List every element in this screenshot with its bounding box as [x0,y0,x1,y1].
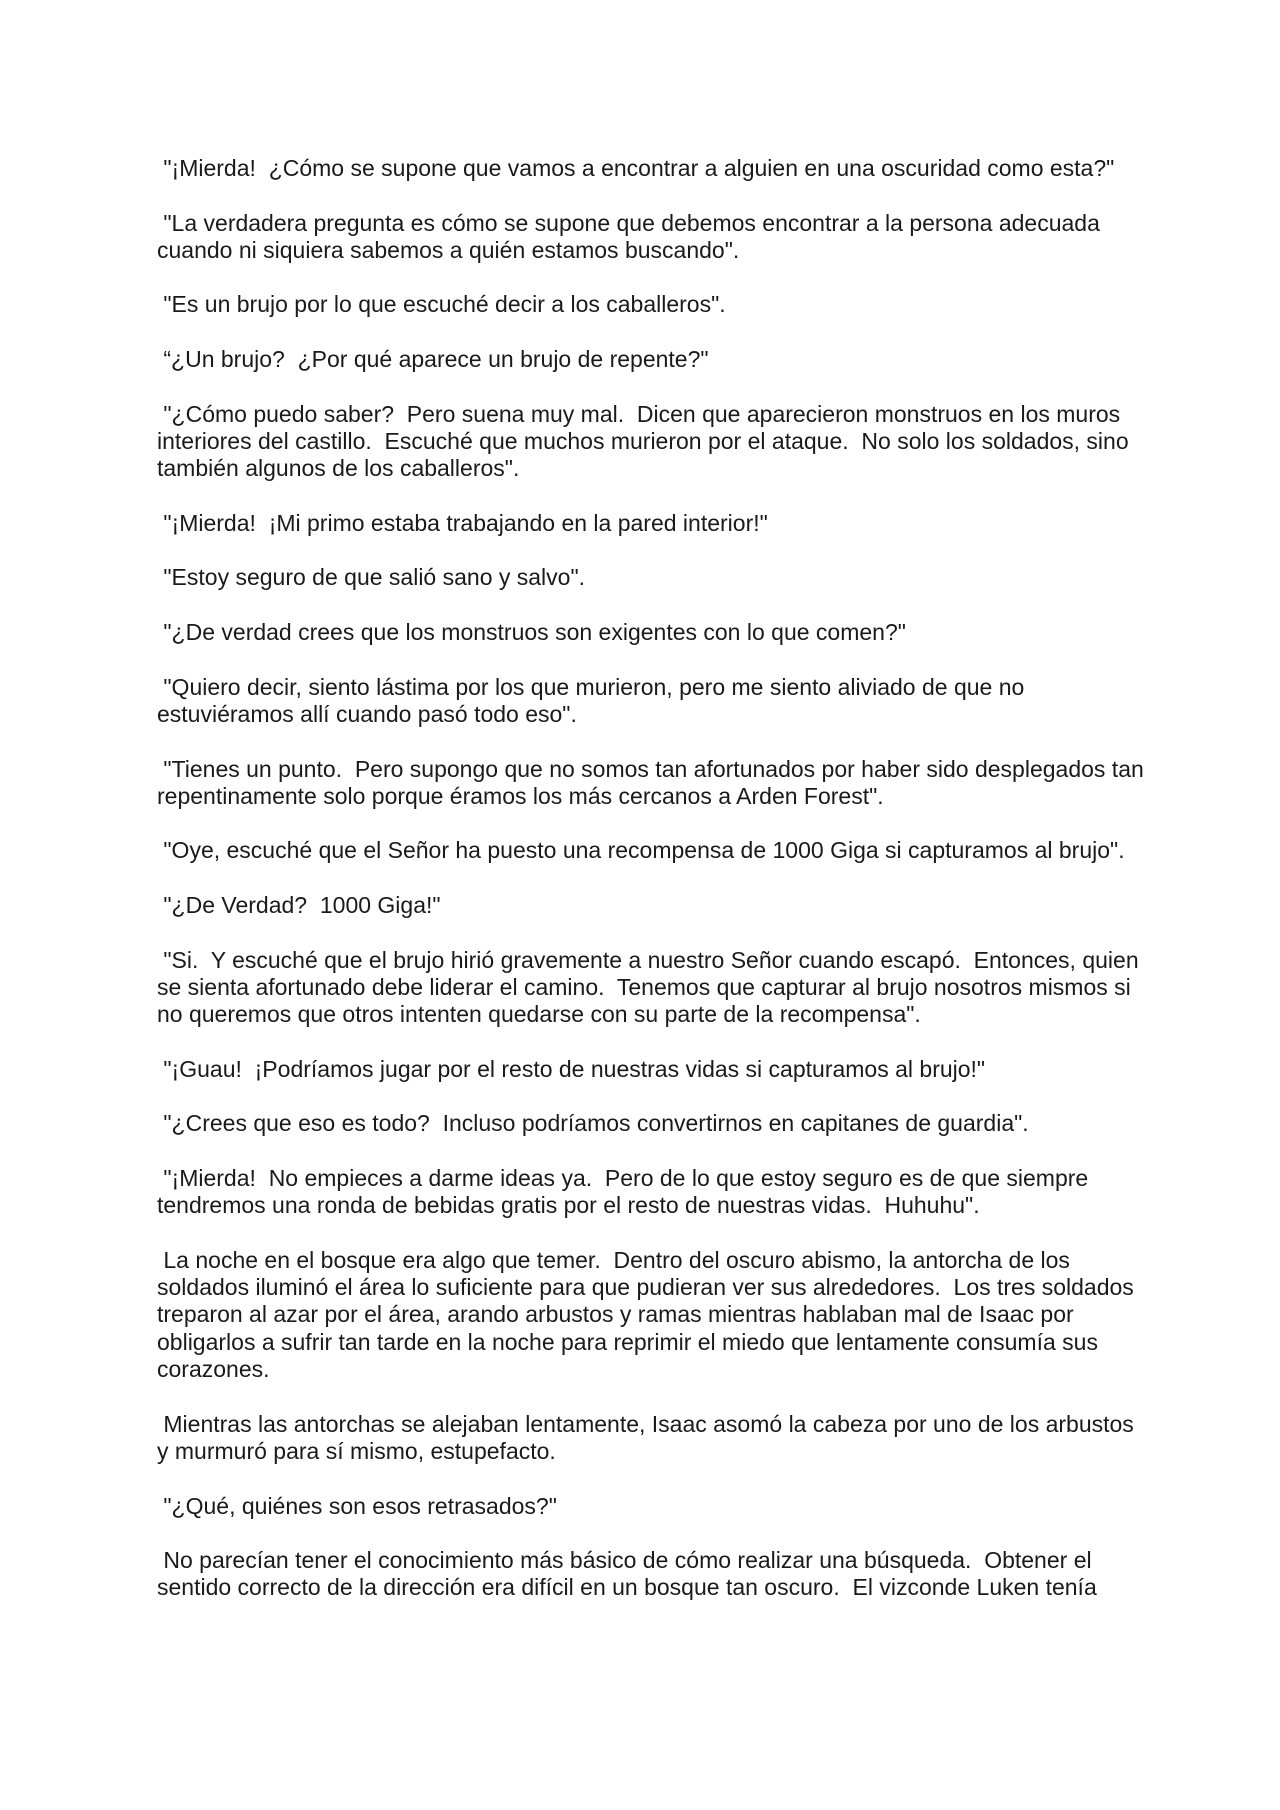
paragraph: "¿De Verdad? 1000 Giga!" [157,892,441,919]
paragraph: "Si. Y escuché que el brujo hirió gravemente a nuestro Señor cuando escapó. Entonces, quien se sienta afortunado debe liderar el camino. Tenemos que capturar al brujo nosotros mismos si no queremos que otros intenten quedarse con su parte de la recompensa". [157,946,1146,1028]
paragraph: "¡Mierda! ¿Cómo se supone que vamos a encontrar a alguien en una oscuridad como esta?" [157,155,1115,181]
paragraph: La noche en el bosque era algo que temer. Dentro del oscuro abismo, la antorcha de los soldados iluminó el área lo suficiente para que pudieran ver sus alrededores. Los tres soldados treparon al azar por el área, arando arbustos y ramas mientras hablaban mal de Isaac por obligarlos a sufrir tan tarde en la noche para reprimir el miedo que lentamente consumía sus corazones. [157,1246,1141,1383]
paragraph: "¿Cómo puedo saber? Pero suena muy mal. Dicen que aparecieron monstruos en los muros interiores del castillo. Escuché que muchos murieron por el ataque. No solo los soldados, sino también algunos de los caballeros". [157,400,1136,482]
paragraph: "¿De verdad crees que los monstruos son exigentes con lo que comen?" [157,619,906,646]
paragraph: "Estoy seguro de que salió sano y salvo". [157,564,586,591]
paragraph: "Es un brujo por lo que escuché decir a los caballeros". [157,291,726,318]
paragraph: "¿Qué, quiénes son esos retrasados?" [157,1492,557,1519]
paragraph: "¡Mierda! ¡Mi primo estaba trabajando en la pared interior!" [157,509,768,536]
paragraph: "La verdadera pregunta es cómo se supone que debemos encontrar a la persona adecuada cuando ni siquiera sabemos a quién estamos buscando". [157,209,1107,263]
paragraph: "¿Crees que eso es todo? Incluso podríamos convertirnos en capitanes de guardia". [157,1110,1029,1137]
text-column [157,155,1151,1629]
paragraph: "Tienes un punto. Pero supongo que no somos tan afortunados por haber sido desplegados tan repentinamente solo porque éramos los más cercanos a Arden Forest". [157,755,1151,809]
paragraph: "Quiero decir, siento lástima por los que murieron, pero me siento aliviado de que no estuviéramos allí cuando pasó todo eso". [157,673,1031,727]
paragraph: "Oye, escuché que el Señor ha puesto una recompensa de 1000 Giga si capturamos al brujo". [157,837,1125,864]
paragraph: "¡Guau! ¡Podríamos jugar por el resto de nuestras vidas si capturamos al brujo!" [157,1055,986,1082]
paragraph: No parecían tener el conocimiento más básico de cómo realizar una búsqueda. Obtener el sentido correcto de la dirección era difícil en un bosque tan oscuro. El vizconde Luken tenía [157,1547,1098,1601]
paragraph: "¡Mierda! No empieces a darme ideas ya. Pero de lo que estoy seguro es de que siempre tendremos una ronda de bebidas gratis por el resto de nuestras vidas. Huhuhu". [157,1164,1095,1219]
paragraph: “¿Un brujo? ¿Por qué aparece un brujo de repente?" [157,346,709,373]
paragraph: Mientras las antorchas se alejaban lentamente, Isaac asomó la cabeza por uno de los arbustos y murmuró para sí mismo, estupefacto. [157,1410,1141,1464]
